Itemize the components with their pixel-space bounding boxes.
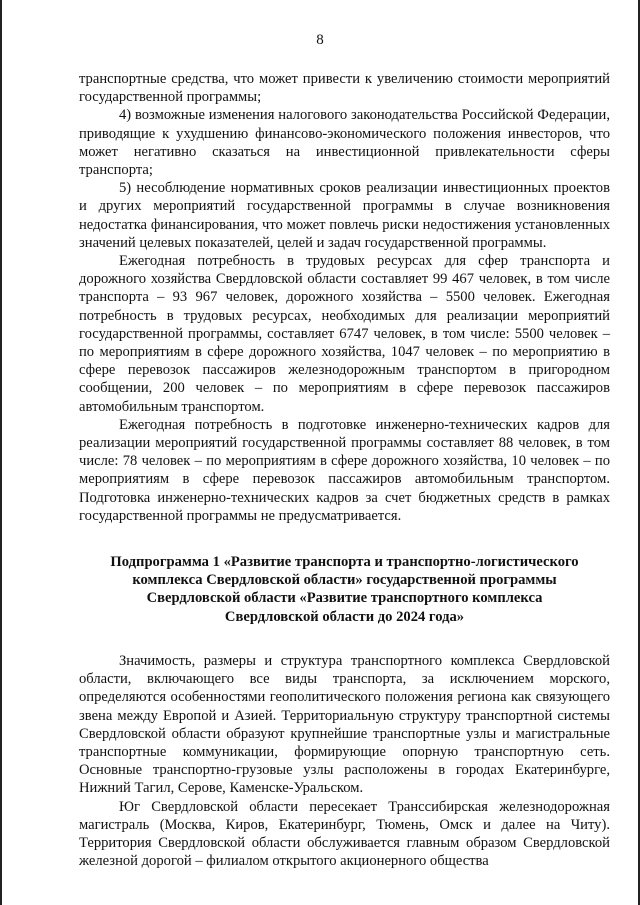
page-number: 8 [316, 32, 324, 48]
subprogram-heading: Подпрограмма 1 «Развитие транспорта и транспортно-логистического комплекса Свердловской области» государственной программы Свердловской области «Развитие транспортного комплекса Свердловской области до 2024 года» [110, 554, 579, 625]
paragraph: Ежегодная потребность в трудовых ресурсах для сфер транспорта и дорожного хозяйства Свердловской области составляет 99 467 человек, в том числе транспорта – 93 967 человек, дорожного хозяйства – 5500 человек. Ежегодная потребность в трудовых ресурсах, необходимых для реализации мероприятий государственной программы, составляет 6747 человек, в том числе: 5500 человек – по мероприятиям в сфере дорожного хозяйства, 1047 человек – по мероприятию в сфере перевозок пассажиров железнодорожным транспортом в пригородном сообщении, 200 человек – по мероприятиям в сфере перевозок пассажиров автомобильным транспортом. [79, 253, 610, 415]
paragraph: Значимость, размеры и структура транспортного комплекса Свердловской области, включающего все виды транспорта, за исключением морского, определяются особенностями геополитического положения региона как связующего звена между Европой и Азией. Территориальную структуру транспортной системы Свердловской области образуют крупнейшие транспортные узлы и магистральные транспортные коммуникации, формирующие опорную транспортную сеть. Основные транспортно-грузовые узлы расположены в городах Екатеринбурге, Нижний Тагил, Серове, Каменске-Уральском. [79, 652, 610, 797]
paragraph: 5) несоблюдение нормативных сроков реализации инвестиционных проектов и других мероприятий государственной программы в случае возникновения недостатка финансирования, что может повлечь риски недостижения установленных значений целевых показателей, целей и задач государственной программы. [79, 180, 610, 251]
paragraph: транспортные средства, что может привести к увеличению стоимости мероприятий государственной программы; [79, 71, 610, 106]
paragraph: 4) возможные изменения налогового законодательства Российской Федерации, приводящие к ухудшению финансово-экономического положения инвесторов, что может негативно сказаться на инвестиционной привлекательности сферы транспорта; [79, 107, 610, 179]
paragraph: Ежегодная потребность в подготовке инженерно-технических кадров для реализации мероприятий государственной программы составляет 88 человек, в том числе: 78 человек – по мероприятиям в сфере дорожного хозяйства, 10 человек – по мероприятиям в сфере перевозок пассажиров автомобильным транспортом. Подготовка инженерно-технических кадров за счет бюджетных средств в рамках государственной программы не предусматривается. [79, 416, 610, 524]
document-body [79, 70, 610, 870]
paragraph: Юг Свердловской области пересекает Транссибирская железнодорожная магистраль (Москва, Киров, Екатеринбург, Тюмень, Омск и далее на Читу). Территория Свердловской области обслуживается главным образом Свердловской железной дорогой – филиалом открытого акционерного общества [79, 798, 610, 870]
